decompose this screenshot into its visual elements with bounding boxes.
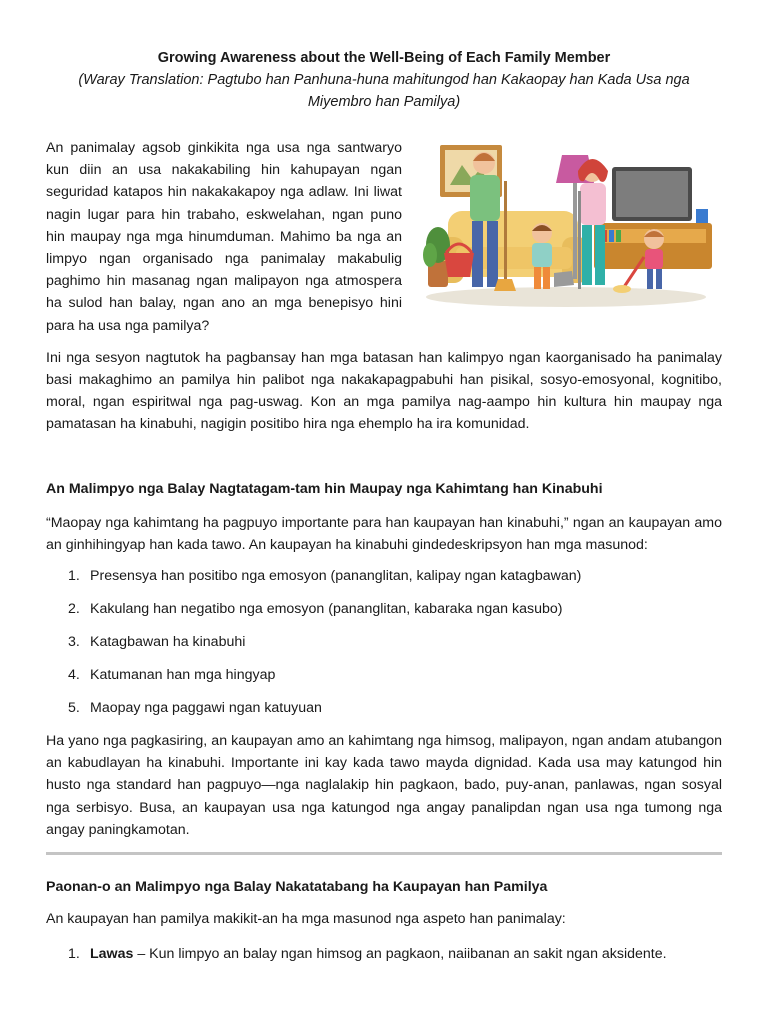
section1-closing: Ha yano nga pagkasiring, an kaupayan amo an kahimtang nga himsog, malipayon, ngan andam atubangon an kabudlayan ha kinabuhi. Importante ini kay kada tawo mayda dignidad. Kada usa may katungod hin husto nga standard han pagpuyo—nga naglalakip hin pagkaon, bado, puy-anan, panlawas, ngan sosyal nga serbisyo. Busa, an kaupayan usa nga katungod nga angay panalipdan ngan usa nga tumong nga angay paningkamotan. bbox=[46, 733, 722, 838]
section1-heading: An Malimpyo nga Balay Nagtatagam-tam hin Maupay nga Kahimtang han Kinabuhi bbox=[46, 480, 603, 497]
family-cleaning-illustration bbox=[416, 141, 712, 311]
session-paragraph: Ini nga sesyon nagtutok ha pagbansay han mga batasan han kalimpyo ngan kaorganisado ha panimalay basi makaghimo an pamilya hin palibot nga nakakapagpabuhi han pisikal, sosyo-emosyonal, kognitibo, moral, ngan espiritwal nga pag-uswag. Kon an mga pamilya nag-aampo hin kultura hin maupay nga pamatasan ha kinabuhi, nagigin positibo hira nga ehemplo ha ira komunidad. bbox=[46, 349, 722, 433]
list-item: 3. Katagbawan ha kinabuhi bbox=[68, 634, 246, 651]
list-item: 1. Presensya han positibo nga emosyon (pananglitan, kalipay ngan katagbawan) bbox=[68, 568, 582, 585]
list-item: 2. Kakulang han negatibo nga emosyon (pananglitan, kabaraka ngan kasubo) bbox=[68, 601, 563, 618]
list-item: 4. Katumanan han mga hingyap bbox=[68, 667, 276, 684]
wellbeing-list bbox=[46, 565, 722, 719]
aspect-term: Lawas bbox=[90, 946, 134, 963]
intro-section bbox=[46, 137, 722, 337]
page-title: Growing Awareness about the Well-Being of Each Family Member bbox=[157, 50, 611, 66]
section1-quote: “Maopay nga kahimtang ha pagpuyo importante para han kaupayan han kinabuhi,” ngan an kaupayan amo an ginhihingyap han kada tawo. An kaupayan ha kinabuhi gindedeskripsyon han mga masunod: bbox=[46, 514, 722, 553]
list-item: 5. Maopay nga paggawi ngan katuyuan bbox=[68, 700, 322, 717]
title-block bbox=[46, 0, 722, 113]
section2-intro: An kaupayan han pamilya makikit-an ha mga masunod nga aspeto han panimalay: bbox=[46, 911, 566, 928]
intro-paragraph: An panimalay agsob ginkikita nga usa nga santwaryo kun diin an usa nakakabiling hin kahupayan ngan seguridad katapos hin nakakakapoy nga adlaw. Ini liwat nagin lugar para hin trabaho, eskwelahan, ngan puno hin maupay nga mga hinumduman. Mahimo ba nga an limpyo ngan organisado nga panimalay makabulig paghimo hin masanag ngan malipayon nga atmospera ha sulod han balay, ngan ano an mga benepisyo hini para ha usa nga pamilya? bbox=[46, 140, 402, 334]
aspects-list bbox=[46, 943, 722, 965]
page-subtitle: (Waray Translation: Pagtubo han Panhuna-huna mahitungod han Kakaopay han Kada Usa nga Miyembro han Pamilya) bbox=[78, 72, 690, 110]
section2-heading: Paonan-o an Malimpyo nga Balay Nakatatabang ha Kaupayan han Pamilya bbox=[46, 879, 548, 896]
section-divider bbox=[46, 852, 722, 855]
list-item: 1. Lawas – Kun limpyo an balay ngan himsog an pagkaon, naiibanan an sakit ngan aksidente. bbox=[68, 946, 667, 963]
